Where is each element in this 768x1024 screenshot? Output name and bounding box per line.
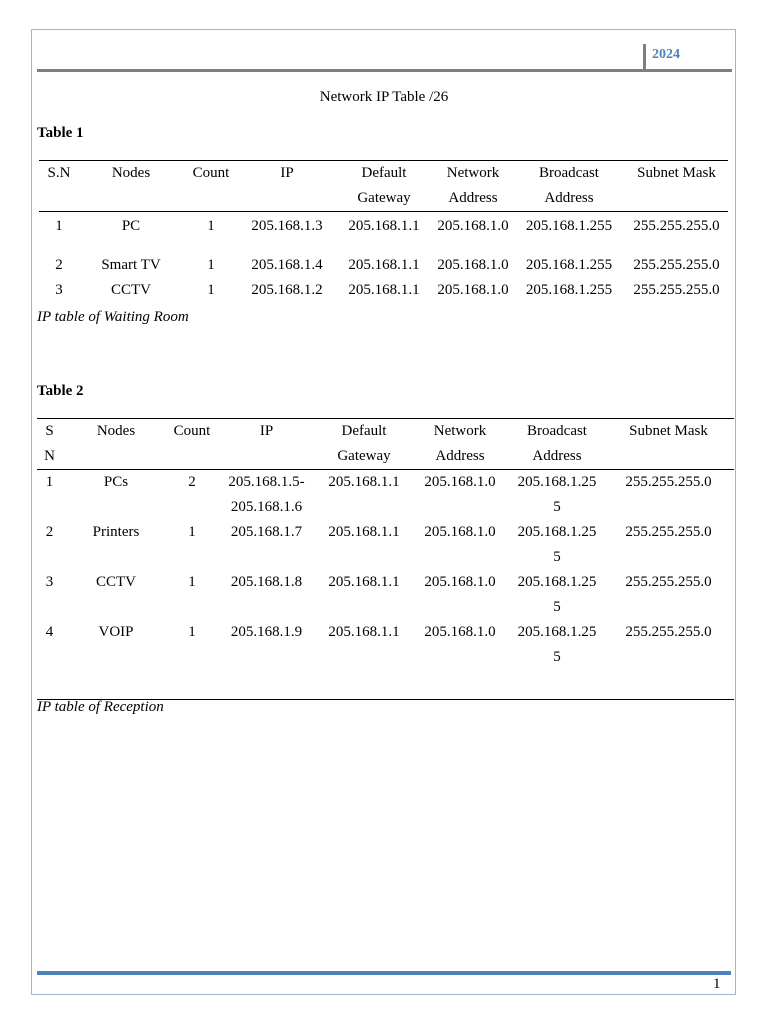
table-cell: 205.168.1.25 5 (517, 474, 597, 515)
column-header: S.N (39, 161, 79, 212)
table-cell: CCTV (110, 282, 151, 298)
table-cell: 2 (45, 524, 54, 540)
table-row (39, 253, 728, 278)
column-header: Default Gateway (319, 419, 409, 470)
footer-rule (37, 971, 731, 975)
table-cell: 205.168.1.0 (437, 257, 509, 273)
column-header: IP (214, 419, 319, 470)
table-row (39, 278, 728, 303)
table-cell: 1 (188, 624, 196, 640)
column-header: Network Address (433, 161, 513, 212)
table-cell: Printers (92, 524, 140, 540)
table1-caption: IP table of Waiting Room (37, 309, 189, 325)
table-cell: CCTV (95, 574, 136, 590)
table-cell: 2 (188, 474, 196, 490)
table-row (37, 470, 734, 521)
table-row (39, 212, 728, 254)
table-row (37, 570, 734, 620)
table-cell: 205.168.1.2 (251, 282, 323, 298)
table-cell: 205.168.1.0 (437, 282, 509, 298)
table2-label: Table 2 (37, 383, 84, 399)
table-cell: 4 (45, 624, 54, 640)
ip-table-reception (37, 418, 734, 670)
table-cell: 205.168.1.25 5 (517, 624, 597, 665)
ip-table-waiting-room (39, 160, 728, 303)
table-cell: 255.255.255.0 (625, 624, 712, 640)
table-row (37, 620, 734, 670)
page-number: 1 (713, 976, 721, 992)
table-cell: 205.168.1.5- 205.168.1.6 (228, 474, 305, 515)
table-cell: 3 (45, 574, 54, 590)
header-year: 2024 (652, 47, 680, 62)
table-cell: 2 (55, 257, 63, 273)
table-cell: 205.168.1.3 (251, 218, 323, 234)
column-header: Count (183, 161, 239, 212)
table-cell: 205.168.1.25 5 (517, 524, 597, 565)
column-header: Broadcast Address (513, 161, 625, 212)
table-cell: 205.168.1.4 (251, 257, 323, 273)
table-header-row (37, 419, 734, 470)
table-cell: 205.168.1.1 (328, 524, 400, 540)
table-row (37, 520, 734, 570)
table-cell: 205.168.1.9 (230, 624, 303, 640)
column-header: Broadcast Address (511, 419, 603, 470)
table-cell: PCs (103, 474, 129, 490)
table-cell: 255.255.255.0 (633, 282, 720, 298)
table-cell: 255.255.255.0 (633, 218, 720, 234)
column-header: Network Address (409, 419, 511, 470)
column-header: Subnet Mask (603, 419, 734, 470)
table-cell: 205.168.1.0 (437, 218, 509, 234)
table-cell: 205.168.1.1 (348, 282, 420, 298)
table-cell: 1 (188, 574, 196, 590)
table-cell: 255.255.255.0 (625, 474, 712, 490)
column-header: Nodes (79, 161, 183, 212)
column-header: IP (239, 161, 335, 212)
table-cell: 1 (45, 474, 54, 490)
document-title: Network IP Table /26 (319, 89, 449, 105)
table-cell: 1 (55, 218, 63, 234)
table-header-row (39, 161, 728, 212)
table-cell: 205.168.1.1 (348, 257, 420, 273)
table-cell: 255.255.255.0 (625, 574, 712, 590)
table-cell: 3 (55, 282, 63, 298)
table-cell: 205.168.1.255 (525, 218, 613, 234)
header-divider (643, 44, 646, 70)
table-cell: 1 (188, 524, 196, 540)
table-cell: 205.168.1.0 (424, 524, 496, 540)
table-cell: 255.255.255.0 (625, 524, 712, 540)
table-cell: VOIP (98, 624, 134, 640)
column-header: Default Gateway (335, 161, 433, 212)
table-cell: 205.168.1.7 (230, 524, 303, 540)
table-cell: 1 (207, 282, 215, 298)
column-header: Nodes (62, 419, 170, 470)
table-body (39, 212, 728, 304)
table-cell: 205.168.1.8 (230, 574, 303, 590)
table-cell: 205.168.1.0 (424, 624, 496, 640)
table-cell: 255.255.255.0 (633, 257, 720, 273)
header-rule (37, 69, 732, 72)
table-cell: Smart TV (101, 257, 161, 273)
table-cell: PC (121, 218, 141, 234)
table-cell: 205.168.1.0 (424, 474, 496, 490)
table-cell: 205.168.1.1 (328, 574, 400, 590)
table-cell: 205.168.1.25 5 (517, 574, 597, 615)
table-cell: 205.168.1.255 (525, 282, 613, 298)
column-header: S N (37, 419, 62, 470)
table-cell: 1 (207, 257, 215, 273)
table-cell: 205.168.1.255 (525, 257, 613, 273)
column-header: Count (170, 419, 214, 470)
table-cell: 205.168.1.1 (328, 474, 400, 490)
table-cell: 205.168.1.1 (328, 624, 400, 640)
table-cell: 1 (207, 218, 215, 234)
table-body (37, 470, 734, 671)
column-header: Subnet Mask (625, 161, 728, 212)
table-cell: 205.168.1.0 (424, 574, 496, 590)
table2-caption: IP table of Reception (37, 699, 164, 715)
table-cell: 205.168.1.1 (348, 218, 420, 234)
table1-label: Table 1 (37, 125, 84, 141)
